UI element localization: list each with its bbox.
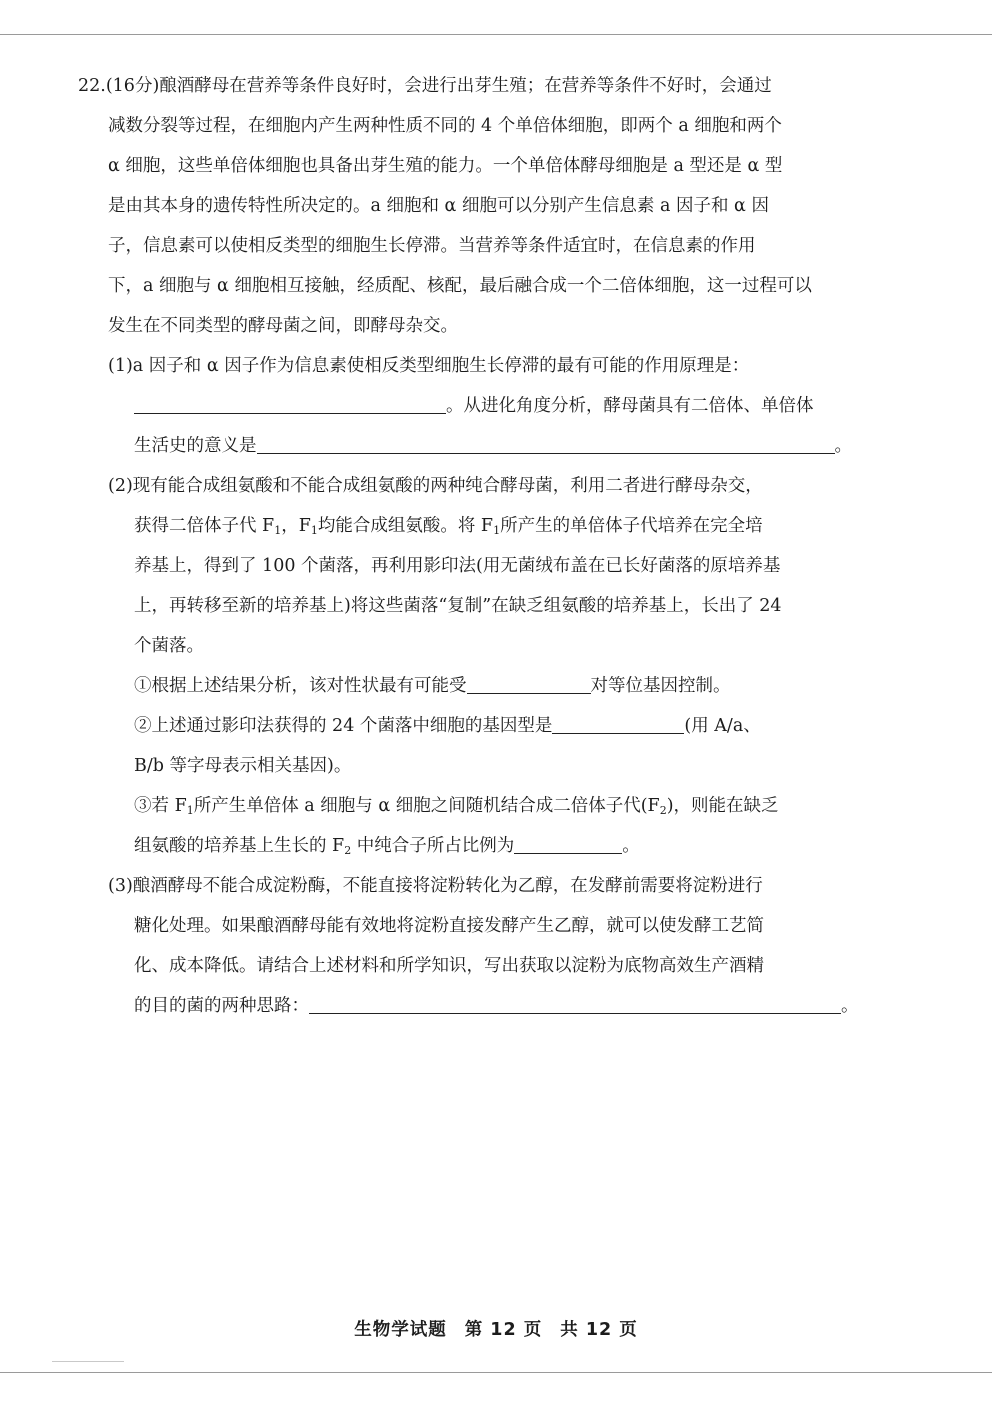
intro-line-4: 是由其本身的遗传特性所决定的。a 细胞和 α 细胞可以分别产生信息素 a 因子和 α 因 xyxy=(108,196,769,216)
part2-q3-b: 所产生单倍体 a 细胞与 α 细胞之间随机结合成二倍体子代(F xyxy=(193,796,660,816)
answer-blank-2-2[interactable] xyxy=(552,709,684,734)
question-header-line xyxy=(78,66,888,106)
part2-line-2-c: 均能合成组氨酸。将 F xyxy=(317,516,494,536)
answer-blank-3[interactable] xyxy=(309,989,841,1014)
part2-q2-text: ②上述通过影印法获得的 24 个菌落中细胞的基因型是 xyxy=(134,716,553,736)
part2-q3 xyxy=(78,786,888,826)
scan-smudge xyxy=(52,1361,124,1362)
intro-line-1: 酿酒酵母在营养等条件良好时，会进行出芽生殖；在营养等条件不好时，会通过 xyxy=(159,76,772,96)
intro-line-3: α 细胞，这些单倍体细胞也具备出芽生殖的能力。一个单倍体酵母细胞是 a 型还是 α 型 xyxy=(108,156,783,176)
part2-q2 xyxy=(78,706,888,746)
part2-q2-after: (用 A/a、 xyxy=(684,716,761,736)
part2-q1-text: ①根据上述结果分析，该对性状最有可能受 xyxy=(134,676,467,696)
part2-q3-a: ③若 F xyxy=(134,796,187,816)
intro-line-2: 减数分裂等过程，在细胞内产生两种性质不同的 4 个单倍体细胞，即两个 a 细胞和两个 xyxy=(108,116,782,136)
part3-line-4-text: 的目的菌的两种思路： xyxy=(134,996,309,1016)
part3-line-3: 化、成本降低。请结合上述材料和所学知识，写出获取以淀粉为底物高效生产酒精 xyxy=(134,956,764,976)
answer-blank-1a[interactable] xyxy=(134,389,446,414)
part1-line-1: (1)a 因子和 α 因子作为信息素使相反类型细胞生长停滞的最有可能的作用原理是： xyxy=(108,356,750,376)
intro-line-6: 下，a 细胞与 α 细胞相互接触，经质配、核配，最后融合成一个二倍体细胞，这一过程可以 xyxy=(108,276,812,296)
subscript-1: 1 xyxy=(186,804,194,817)
bottom-rule xyxy=(0,1372,992,1373)
part3-line-1: (3)酿酒酵母不能合成淀粉酶，不能直接将淀粉转化为乙醇，在发酵前需要将淀粉进行 xyxy=(108,876,763,896)
intro-line-7: 发生在不同类型的酵母菌之间，即酵母杂交。 xyxy=(108,316,458,336)
top-rule xyxy=(0,34,992,35)
part1-line-3-end: 。 xyxy=(834,436,852,456)
intro-line-5: 子，信息素可以使相反类型的细胞生长停滞。当营养等条件适宜时，在信息素的作用 xyxy=(108,236,756,256)
question-number: 22. xyxy=(78,76,106,96)
part2-q3-end: 。 xyxy=(622,836,640,856)
part2-q3-line-2-b: 中纯合子所占比例为 xyxy=(351,836,515,856)
page-footer xyxy=(0,1316,992,1341)
answer-blank-2-3[interactable] xyxy=(514,829,622,854)
part3-line-4-end: 。 xyxy=(841,996,859,1016)
answer-blank-1b[interactable] xyxy=(257,429,835,454)
footer-total: 共 12 页 xyxy=(560,1320,638,1340)
part2-q3-line-2-a: 组氨酸的培养基上生长的 F xyxy=(134,836,345,856)
part2-line-2-a: 获得二倍体子代 F xyxy=(134,516,275,536)
part2-line-3: 养基上，得到了 100 个菌落，再利用影印法(用无菌绒布盖在已长好菌落的原培养基 xyxy=(134,556,781,576)
part1-line-2 xyxy=(78,386,888,426)
footer-page: 第 12 页 xyxy=(464,1320,543,1340)
part1-line-2-text: 。从进化角度分析，酵母菌具有二倍体、单倍体 xyxy=(446,396,814,416)
part2-line-2-d: 所产生的单倍体子代培养在完全培 xyxy=(500,516,763,536)
part2-line-4: 上，再转移至新的培养基上)将这些菌落“复制”在缺乏组氨酸的培养基上，长出了 24 xyxy=(134,596,782,616)
part2-q1 xyxy=(78,666,888,706)
question-score: (16分) xyxy=(105,76,160,96)
part2-line-1: (2)现有能合成组氨酸和不能合成组氨酸的两种纯合酵母菌，利用二者进行酵母杂交， xyxy=(108,476,763,496)
answer-blank-2-1[interactable] xyxy=(467,669,591,694)
part2-line-2 xyxy=(78,506,888,546)
subscript-1: 1 xyxy=(493,524,501,537)
part3-line-4 xyxy=(78,986,888,1026)
footer-subject: 生物学试题 xyxy=(354,1320,447,1340)
part2-q3-line-2 xyxy=(78,826,888,866)
part2-line-2-b: ，F xyxy=(281,516,311,536)
subscript-1: 1 xyxy=(274,524,282,537)
part2-q2-line-2: B/b 等字母表示相关基因)。 xyxy=(134,756,352,776)
part2-line-5: 个菌落。 xyxy=(134,636,204,656)
subscript-2: 2 xyxy=(659,804,667,817)
part2-q3-c: )，则能在缺乏 xyxy=(666,796,779,816)
part3-line-2: 糖化处理。如果酿酒酵母能有效地将淀粉直接发酵产生乙醇，就可以使发酵工艺简 xyxy=(134,916,764,936)
subscript-2: 2 xyxy=(344,844,352,857)
part1-line-3-text: 生活史的意义是 xyxy=(134,436,257,456)
part1-line-3 xyxy=(78,426,888,466)
subscript-1: 1 xyxy=(310,524,318,537)
part2-q1-after: 对等位基因控制。 xyxy=(590,676,731,696)
question-22 xyxy=(78,66,888,1026)
